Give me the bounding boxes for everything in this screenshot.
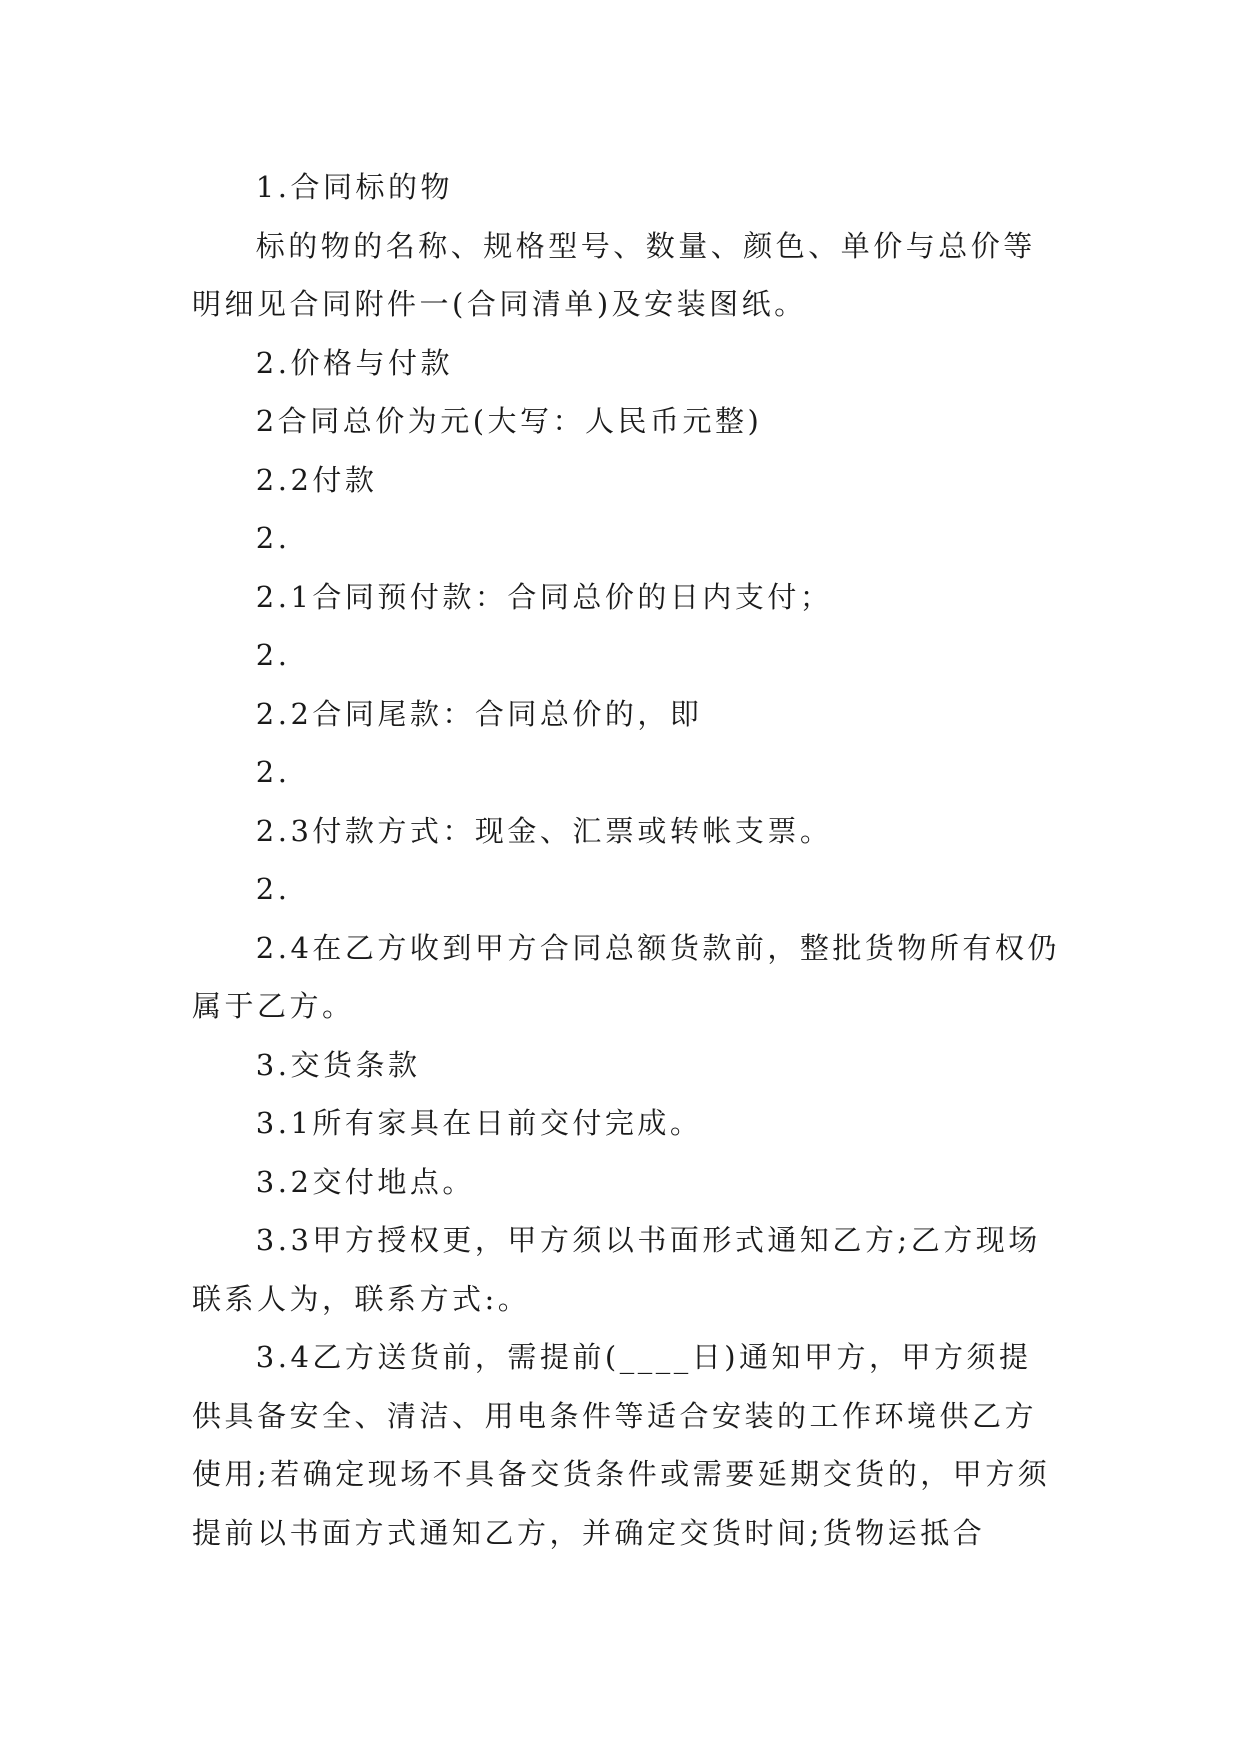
paragraph-8: 2. [255, 638, 291, 672]
paragraph-15: 3.1所有家具在日前交付完成。 [255, 1106, 703, 1140]
paragraph-4: 2合同总价为元(大写：人民币元整) [255, 404, 763, 438]
paragraph-1: 1.合同标的物 [255, 170, 453, 204]
paragraph-16: 3.2交付地点。 [255, 1164, 475, 1199]
paragraph-6: 2. [255, 521, 291, 555]
paragraph-12: 2. [255, 872, 291, 906]
paragraph-14: 3.交货条款 [255, 1047, 421, 1082]
paragraph-2: 标的物的名称、规格型号、数量、颜色、单价与总价等明细见合同附件一(合同清单)及安装图纸。 [192, 228, 1036, 321]
paragraph-3: 2.价格与付款 [255, 345, 453, 380]
document-body [192, 158, 1062, 1562]
paragraph-13: 2.4在乙方收到甲方合同总额货款前，整批货物所有权仍属于乙方。 [192, 930, 1060, 1023]
paragraph-5: 2.2付款 [255, 462, 378, 497]
paragraph-18: 3.4乙方送货前，需提前(____日)通知甲方，甲方须提供具备安全、清洁、用电条件等适合安装的工作环境供乙方使用;若确定现场不具备交货条件或需要延期交货的，甲方须提前以书面方式通知乙方，并确定交货时间;货物运抵合 [192, 1340, 1051, 1550]
paragraph-9: 2.2合同尾款：合同总价的，即 [255, 696, 703, 731]
paragraph-17: 3.3甲方授权更，甲方须以书面形式通知乙方;乙方现场联系人为，联系方式:。 [192, 1223, 1041, 1316]
paragraph-7: 2.1合同预付款：合同总价的日内支付； [255, 579, 833, 614]
paragraph-10: 2. [255, 755, 291, 789]
paragraph-11: 2.3付款方式：现金、汇票或转帐支票。 [255, 813, 833, 848]
